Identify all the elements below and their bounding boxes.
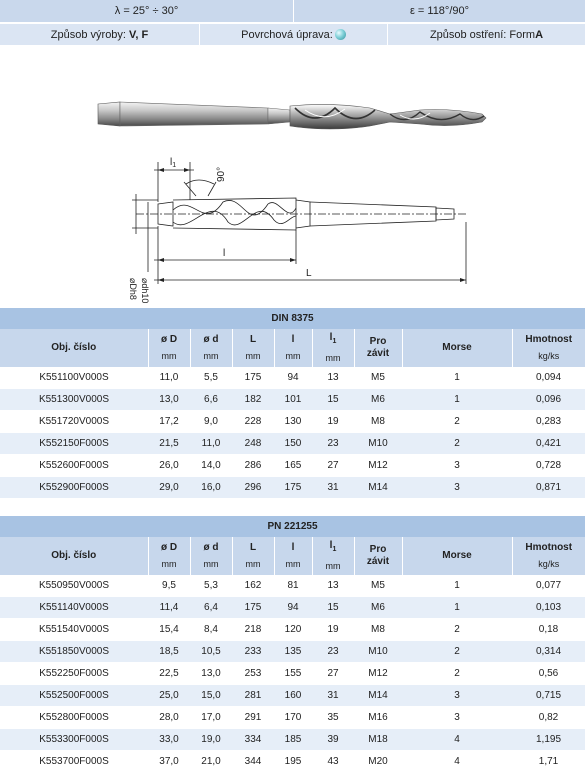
col-morse: Morse <box>402 329 512 367</box>
cell-L: 248 <box>232 433 274 455</box>
cell-hmotnost: 1,71 <box>512 751 585 773</box>
cell-l1: 15 <box>312 597 354 619</box>
cell-d: 8,4 <box>190 619 232 641</box>
cell-D: 28,0 <box>148 707 190 729</box>
turquoise-ball-icon <box>335 29 346 40</box>
table-row <box>0 389 585 411</box>
cell-l1: 13 <box>312 367 354 389</box>
cell-morse: 1 <box>402 389 512 411</box>
vyroba-label: Způsob výroby: <box>50 28 126 41</box>
cell-l1: 31 <box>312 477 354 499</box>
cell-L: 175 <box>232 597 274 619</box>
cell-hmotnost: 0,56 <box>512 663 585 685</box>
angle-epsilon <box>294 0 585 22</box>
cell-morse: 2 <box>402 411 512 433</box>
cell-hmotnost: 0,103 <box>512 597 585 619</box>
cell-l: 185 <box>274 729 312 751</box>
cell-L: 182 <box>232 389 274 411</box>
cell-hmotnost: 0,077 <box>512 575 585 597</box>
col-L: L mm <box>232 329 274 367</box>
cell-obj: K552900F000S <box>0 477 148 499</box>
cell-l: 120 <box>274 619 312 641</box>
cell-hmotnost: 0,314 <box>512 641 585 663</box>
cell-hmotnost: 0,728 <box>512 455 585 477</box>
cell-d: 5,5 <box>190 367 232 389</box>
dim-L: L <box>306 268 312 279</box>
table-title: PN 221255 <box>0 516 585 537</box>
table-row <box>0 433 585 455</box>
cell-l1: 23 <box>312 641 354 663</box>
cell-pro: M20 <box>354 751 402 773</box>
cell-D: 26,0 <box>148 455 190 477</box>
dim-dh8: ⌀Dh8 <box>128 278 138 300</box>
table-row <box>0 641 585 663</box>
cell-pro: M10 <box>354 641 402 663</box>
angles-row <box>0 0 585 22</box>
cell-hmotnost: 0,18 <box>512 619 585 641</box>
cell-morse: 2 <box>402 619 512 641</box>
cell-pro: M12 <box>354 455 402 477</box>
cell-morse: 3 <box>402 707 512 729</box>
ostreni-label: Způsob ostření: Form <box>429 28 536 41</box>
col-morse: Morse <box>402 537 512 575</box>
cell-obj: K552500F000S <box>0 685 148 707</box>
table-row <box>0 729 585 751</box>
cell-obj: K551300V000S <box>0 389 148 411</box>
cell-morse: 3 <box>402 685 512 707</box>
cell-morse: 1 <box>402 575 512 597</box>
cell-pro: M12 <box>354 663 402 685</box>
cell-D: 25,0 <box>148 685 190 707</box>
cell-obj: K552150F000S <box>0 433 148 455</box>
col-l: l mm <box>274 329 312 367</box>
cell-l1: 35 <box>312 707 354 729</box>
col-d: ø d mm <box>190 329 232 367</box>
cell-hmotnost: 0,283 <box>512 411 585 433</box>
cell-d: 9,0 <box>190 411 232 433</box>
cell-L: 291 <box>232 707 274 729</box>
cell-l1: 23 <box>312 433 354 455</box>
cell-morse: 1 <box>402 597 512 619</box>
cell-pro: M6 <box>354 597 402 619</box>
cell-L: 334 <box>232 729 274 751</box>
cell-l1: 15 <box>312 389 354 411</box>
cell-D: 18,5 <box>148 641 190 663</box>
cell-l: 175 <box>274 477 312 499</box>
angle-lambda-text: λ = 25° ÷ 30° <box>114 5 179 17</box>
cell-d: 5,3 <box>190 575 232 597</box>
angle-epsilon-text: ε = 118°/90° <box>409 5 470 17</box>
cell-hmotnost: 0,421 <box>512 433 585 455</box>
cell-l: 130 <box>274 411 312 433</box>
cell-l: 195 <box>274 751 312 773</box>
cell-l: 170 <box>274 707 312 729</box>
cell-L: 233 <box>232 641 274 663</box>
cell-obj: K551850V000S <box>0 641 148 663</box>
cell-pro: M16 <box>354 707 402 729</box>
cell-morse: 2 <box>402 663 512 685</box>
povrch-label: Povrchová úprava: <box>241 28 333 41</box>
table-row <box>0 707 585 729</box>
cell-obj: K553300F000S <box>0 729 148 751</box>
cell-d: 13,0 <box>190 663 232 685</box>
col-l1: $l_1$ mm <box>312 329 354 367</box>
cell-morse: 3 <box>402 477 512 499</box>
drill-photo <box>90 88 490 148</box>
col-hmotnost: Hmotnost kg/ks <box>512 537 585 575</box>
cell-l: 155 <box>274 663 312 685</box>
dim-l1: $l_1$ <box>170 157 177 169</box>
cell-hmotnost: 0,094 <box>512 367 585 389</box>
technical-drawing <box>118 152 468 304</box>
col-l1: $l_1$ mm <box>312 537 354 575</box>
cell-d: 17,0 <box>190 707 232 729</box>
ostreni-cell <box>388 24 585 45</box>
cell-l1: 43 <box>312 751 354 773</box>
table-row <box>0 663 585 685</box>
cell-pro: M5 <box>354 367 402 389</box>
cell-obj: K551140V000S <box>0 597 148 619</box>
cell-d: 15,0 <box>190 685 232 707</box>
povrch-cell <box>200 24 388 45</box>
cell-d: 11,0 <box>190 433 232 455</box>
cell-D: 11,4 <box>148 597 190 619</box>
cell-pro: M8 <box>354 619 402 641</box>
cell-d: 16,0 <box>190 477 232 499</box>
cell-morse: 2 <box>402 433 512 455</box>
cell-l: 160 <box>274 685 312 707</box>
cell-l: 165 <box>274 455 312 477</box>
table-title-row <box>0 308 585 329</box>
cell-obj: K552250F000S <box>0 663 148 685</box>
cell-obj: K552600F000S <box>0 455 148 477</box>
cell-pro: M14 <box>354 685 402 707</box>
cell-L: 286 <box>232 455 274 477</box>
table-header-row <box>0 537 585 575</box>
cell-d: 10,5 <box>190 641 232 663</box>
cell-pro: M8 <box>354 411 402 433</box>
pn-221255-table <box>0 516 585 773</box>
dim-l: l <box>223 248 226 259</box>
cell-l: 150 <box>274 433 312 455</box>
cell-l: 94 <box>274 597 312 619</box>
cell-morse: 4 <box>402 751 512 773</box>
cell-l1: 19 <box>312 619 354 641</box>
angle-lambda <box>0 0 294 22</box>
cell-morse: 1 <box>402 367 512 389</box>
cell-L: 344 <box>232 751 274 773</box>
cell-D: 21,5 <box>148 433 190 455</box>
din-8375-table <box>0 308 585 499</box>
cell-d: 21,0 <box>190 751 232 773</box>
cell-d: 14,0 <box>190 455 232 477</box>
cell-hmotnost: 1,195 <box>512 729 585 751</box>
col-hmotnost: Hmotnost kg/ks <box>512 329 585 367</box>
col-d: ø d mm <box>190 537 232 575</box>
cell-D: 33,0 <box>148 729 190 751</box>
cell-L: 281 <box>232 685 274 707</box>
col-obj: Obj. číslo <box>0 537 148 575</box>
cell-D: 9,5 <box>148 575 190 597</box>
cell-D: 37,0 <box>148 751 190 773</box>
table-row <box>0 685 585 707</box>
cell-L: 175 <box>232 367 274 389</box>
cell-l1: 27 <box>312 455 354 477</box>
table-title-row <box>0 516 585 537</box>
cell-obj: K551100V000S <box>0 367 148 389</box>
cell-morse: 3 <box>402 455 512 477</box>
properties-row <box>0 24 585 45</box>
cell-l1: 19 <box>312 411 354 433</box>
cell-pro: M14 <box>354 477 402 499</box>
col-pro: Pro závit <box>354 537 402 575</box>
cell-d: 6,6 <box>190 389 232 411</box>
cell-L: 228 <box>232 411 274 433</box>
table-row <box>0 597 585 619</box>
cell-obj: K550950V000S <box>0 575 148 597</box>
cell-hmotnost: 0,715 <box>512 685 585 707</box>
dim-angle: 90° <box>216 166 227 182</box>
table-row <box>0 575 585 597</box>
cell-obj: K552800F000S <box>0 707 148 729</box>
table-row <box>0 455 585 477</box>
cell-obj: K553700F000S <box>0 751 148 773</box>
cell-l1: 27 <box>312 663 354 685</box>
table-title: DIN 8375 <box>0 308 585 329</box>
table-row <box>0 751 585 773</box>
cell-pro: M18 <box>354 729 402 751</box>
cell-obj: K551540V000S <box>0 619 148 641</box>
col-pro: Pro závit <box>354 329 402 367</box>
col-l: l mm <box>274 537 312 575</box>
cell-hmotnost: 0,871 <box>512 477 585 499</box>
cell-pro: M6 <box>354 389 402 411</box>
cell-l: 81 <box>274 575 312 597</box>
cell-obj: K551720V000S <box>0 411 148 433</box>
cell-l: 101 <box>274 389 312 411</box>
table-row <box>0 411 585 433</box>
col-D: ø D mm <box>148 329 190 367</box>
col-obj: Obj. číslo <box>0 329 148 367</box>
table-row <box>0 477 585 499</box>
col-L: L mm <box>232 537 274 575</box>
cell-d: 19,0 <box>190 729 232 751</box>
cell-L: 162 <box>232 575 274 597</box>
cell-D: 17,2 <box>148 411 190 433</box>
table-header-row <box>0 329 585 367</box>
col-D: ø D mm <box>148 537 190 575</box>
vyroba-value: V, F <box>129 28 149 41</box>
cell-D: 13,0 <box>148 389 190 411</box>
cell-l: 94 <box>274 367 312 389</box>
table-row <box>0 367 585 389</box>
cell-pro: M5 <box>354 575 402 597</box>
cell-D: 15,4 <box>148 619 190 641</box>
ostreni-value: A <box>535 28 544 41</box>
cell-l1: 13 <box>312 575 354 597</box>
cell-D: 11,0 <box>148 367 190 389</box>
cell-D: 22,5 <box>148 663 190 685</box>
cell-l1: 31 <box>312 685 354 707</box>
cell-L: 296 <box>232 477 274 499</box>
cell-L: 253 <box>232 663 274 685</box>
cell-morse: 2 <box>402 641 512 663</box>
dim-dh10: ⌀dh10 <box>140 278 150 304</box>
cell-morse: 4 <box>402 729 512 751</box>
vyroba-cell <box>0 24 200 45</box>
cell-L: 218 <box>232 619 274 641</box>
cell-l: 135 <box>274 641 312 663</box>
cell-d: 6,4 <box>190 597 232 619</box>
cell-l1: 39 <box>312 729 354 751</box>
table-row <box>0 619 585 641</box>
cell-hmotnost: 0,82 <box>512 707 585 729</box>
cell-pro: M10 <box>354 433 402 455</box>
cell-hmotnost: 0,096 <box>512 389 585 411</box>
cell-D: 29,0 <box>148 477 190 499</box>
